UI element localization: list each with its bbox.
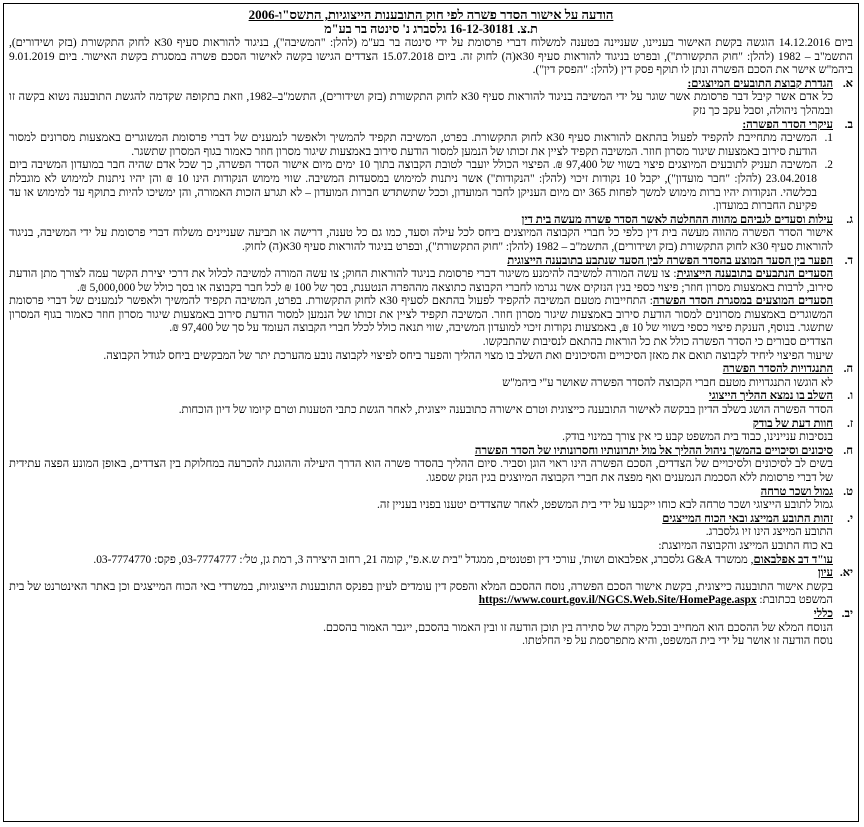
section-heading: עיון [817, 567, 833, 580]
section-h [9, 445, 853, 486]
section-heading: השלב בו נמצא ההליך הייצוגי [708, 390, 833, 403]
section-text: הסדר הפשרה הושג בשלב הדיון בבקשה לאישור התובענה כייצוגית וטרם אישורה כתובענה ייצוגית, לאחר הגשת כתבי הטענות וטרם קיומו של דיון הוכחות. [178, 404, 833, 417]
section-text [9, 581, 833, 608]
section-c [9, 214, 853, 255]
counsel-details [9, 554, 833, 568]
section-l [9, 608, 853, 649]
section-j [9, 513, 853, 567]
subheading: הסעדים הנתבעים בתובענה הייצוגית [676, 268, 833, 281]
section-e [9, 363, 853, 390]
intro-paragraph: ביום 14.12.2016 הוגשה בקשת האישור בעניינו, שעניינה בטענה למשלוח דברי פרסומת על ידי סינטה בר בע"מ (להלן: "המשיבה"), בניגוד להוראות סעיף 30א לחוק התקשורת (בזק ושידורים), התשמ"ב – 1982 (להלן: "חוק התקשורת"), ובפרט בניגוד להוראות סעיף 30א(ה) לחוק זה. ביום 15.07.2018 הצדדים הגישו בקשה לאישור הסכם פשרה במסגרת בקשת האישור. ביום 9.01.2019 ביהמ"ש אישר את הסכם הפשרה ונתן לו תוקף פסק דין (להלן: "הפסק דין"). [9, 37, 853, 77]
legal-notice [3, 3, 859, 822]
section-letter: ג. [846, 213, 853, 226]
section-text: בנסיבות עניינינו, כבוד בית המשפט קבע כי אין צורך במינוי בודק. [562, 431, 833, 444]
list-item [9, 159, 833, 213]
section-letter: ב. [844, 118, 853, 131]
section-text: אישור הסדר הפשרה מהווה מעשה בית דין כלפי כל חברי הקבוצה המיוצגים ביחס לכל עילה וסעד, כמו גם כל טענה, דרישה או תביעה שעניינים משלוח דברי פרסומת על ידי המשיבה, בניגוד להוראות סעיף 30א לחוק התקשורת (בזק ושידורים), התשמ"ב – 1982 (להלן: "חוק התקשורת"), ובפרט בניגוד להוראות סעיף 30א(ה) לחוק. [9, 227, 833, 253]
section-text: נוסח הודעה זו אושר על ידי בית המשפט, והיא מתפרסמת על פי החלטתו. [522, 635, 833, 648]
section-text: בשים לב לסיכונים ולסיכויים של הצדדים, הסכם הפשרה הינו ראוי הוגן וסביר. סיום ההליך בהסדר פשרה הוא הדרך היעילה וההוגנת להכרעה במחלוקת בין הצדדים, באופן המונע הפצה עתידית של דברי פרסומת ללא הסכמת הנמענים ואף מפצה את חברי הקבוצה המיוצגים בגין הנזק שספגו. [9, 458, 833, 484]
section-heading: הגדרת קבוצת התובעים המיוצגים: [687, 77, 833, 90]
section-letter: י. [847, 512, 853, 525]
representative-plaintiff: התובע המייצג הינו זיו גלסברג. [705, 526, 833, 539]
section-text: גמול לתובע הייצוגי ושכר טרחה לבא כוחו ייקבעו על ידי בית המשפט, לאחר שהצדדים יטענו בפניו בעניין זה. [377, 499, 833, 512]
paragraph-text: שיעור הפיצוי ליחיד לקבוצה תואם את מאזן הסיכויים והסיכונים ואת השלב בו מצוי ההליך והפער ביחס לפיצוי לקבוצה נובע מהערכת יתר של המבקשים ביחס לגודל הקבוצה. [103, 349, 833, 362]
section-b [9, 119, 853, 214]
section-letter: ז. [846, 417, 853, 430]
item-number: 1. [824, 132, 833, 145]
section-heading: חוות דעת של בודק [752, 417, 833, 430]
section-a [9, 78, 853, 119]
item-text: המשיבה מתחייבת להקפיד לפעול בהתאם להוראות סעיף 30א לחוק התקשורת. בפרט, המשיבה תקפיד להמשיך ולאפשר לנמענים של דברי פרסומת המשוגרים באמצעות מסרונים למסור הודעת סירוב באמצעות שיגור מסרון חוזר. המשיבה תקפיד לציין את זכותו של הנמען למסור הודעת סירוב באמצעות שיגור מסרון חוזר כאמור בגוף המסרון שתשגר. [9, 132, 817, 158]
section-i [9, 486, 853, 513]
case-number: ת.צ. 16-12-30181 גלסברג נ' סינטה בר בע"מ [324, 22, 538, 36]
section-letter: יא. [839, 567, 853, 580]
offered-remedies-paragraph [9, 295, 833, 336]
section-letter: ד. [844, 254, 853, 267]
section-heading: סיכונים וסיכויים בהמשך ניהול ההליך אל מול יתרונותיו וחסרונותיו של הסדר הפשרה [474, 444, 833, 457]
section-g [9, 418, 853, 445]
section-letter: ט. [843, 485, 853, 498]
section-k [9, 567, 853, 608]
section-f [9, 390, 853, 417]
paragraph-text: : התחייבות מטעם המשיבה להקפיד לפעול בהתאם לסעיף 30א לחוק התקשורת. בפרט, המשיבה תקפיד להמשיך ולאפשר לנמענים של דברי פרסומת המשוגרים באמצעות מסרונים למסור הודעת סירוב באמצעות שיגור מסרון חוזר. המשיבה תקפיד לציין את זכותו של הנמען למסור הודעת סירוב באמצעות שיגור מסרון חוזר כאמור בגוף המסרון שתשגר. בנוסף, הענקת פיצוי כספי בשווי של 10 ₪, באמצעות נקודות זיכוי למועדון המשיבה, שווי תנאה כולל לכלל חברי הקבוצה העומד על סך של 97,400 ₪. [9, 295, 833, 335]
section-letter: א. [842, 77, 853, 90]
section-text: כל אדם אשר קיבל דבר פרסומת אשר שוגר על ידי המשיבה בניגוד להוראות סעיף 30א לחוק התקשורת (בזק ושידורים), התשמ"ב–1982, וזאת בתקופה שקדמה להגשת התובענה נשוא בקשה זו ובמהלך ניהולה, וסבל עקב כך נזק [9, 91, 834, 117]
paragraph-text: : צו עשה המורה למשיבה להימנע משיגור דברי פרסומת בניגוד להוראות החוק; צו עשה המורה למשיבה לכלול את דרכי יצירת הקשר עמה לצורך מתן הודעת סירוב, לרבות באמצעות מסרון חוזר; פיצוי כספי בגין הנזקים אשר נגרמו לחברי הקבוצה כתוצאה מההפרה הנטענת, בסך של 100 ₪ לכל חבר בקבוצה או בסך כולל של 5,000,000 ₪. [9, 268, 833, 294]
section-text: הנוסח המלא של ההסכם הוא המחייב ובכל מקרה של סתירה בין תוכן הודעה זו ובין האמור בהסכם, ייגבר האמור בהסכם. [323, 621, 833, 634]
section-heading: זהות התובע המייצג ובאי הכוח המייצגים [662, 512, 833, 525]
section-letter: ו. [847, 390, 853, 403]
counsel-label: בא כוח התובע המייצג והקבוצה המיוצגת: [658, 539, 833, 552]
notice-title: הודעה על אישור הסדר פשרה לפי חוק התובענות הייצוגיות, התשס"ו-2006 [248, 7, 614, 22]
section-heading: עילות וסעדים לגביהם מהווה ההחלטה לאשר הסדר פשרה מעשה בית דין [521, 213, 833, 226]
section-heading: הפער בין הסעד המוצע בהסדר הפשרה לבין הסעד שנתבע בתובענה הייצוגית [507, 254, 833, 267]
list-item [9, 132, 833, 159]
paragraph-text: הצדדים סבורים כי הסדר הפשרה כולל את כל הוראות בהתאם לנסיבות שהתבקשו. [482, 336, 833, 349]
section-heading: כללי [813, 607, 833, 620]
section-d [9, 255, 853, 364]
court-website-link[interactable]: https://www.court.gov.il/NGCS.Web.Site/HomePage.aspx [478, 594, 757, 607]
subheading: הסעדים המוצעים במסגרת הסדר הפשרה [652, 295, 833, 308]
paragraph-text: בקשת אישור התובענה כייצוגית, בקשת אישור הסכם הפשרה, נוסח ההסכם המלא והפסק דין עומדים לעיון בפנקס התובענות הייצוגיות, במשרדי באי הכוח המייצגים וכן באתר האינטרנט של בית המשפט בכתובת: [9, 580, 833, 607]
section-letter: ח. [843, 444, 853, 457]
counsel-contact: , ממשרד G&A גלסברג, אפלבאום ושות', עורכי דין ופטנטים, ממגדל "בית ש.א.פ", קומה 21, רחוב היצירה 3, רמת גן, טל׳: 03-7774777, פקס: 03-7774770. [93, 553, 754, 566]
section-text: לא הוגשו התנגדויות מטעם חברי הקבוצה להסדר הפשרה שאושר ע"י ביהמ"ש [502, 376, 833, 389]
section-letter: ה. [843, 363, 853, 376]
item-number: 2. [824, 159, 833, 172]
claimed-remedies-paragraph [9, 268, 833, 295]
section-heading: התנגדויות להסדר הפשרה [722, 363, 833, 376]
counsel-name: עו"ד דב אפלבאום [753, 553, 833, 566]
section-heading: עיקרי הסדר הפשרה: [742, 118, 833, 131]
item-text: המשיבה תעניק לתובעים המיוצגים פיצוי בשווי של 97,400 ₪. הפיצוי הכולל יועבר לטובת הקבוצה בתוך 10 ימים מיום אישור הסדר הפשרה, כך שכל אדם שהיה חבר במועדון המשיבה ביום 23.04.2018 (להלן: "חבר מועדון"), יקבל 10 נקודות זיכוי (להלן: "הנקודות") אשר ניתנות למימוש במסעדות המשיבה. שווי מימוש הנקודות הינו 10 ₪ והן יהיו ניתנות למימוש לא מוגבלת בכלשהי. הנקודות יהיו ברות מימוש למשך לפחות 365 יום מיום העניקן לחבר המועדון, וככל שתשתדש חברות המועדון – לא תגרע הזכות האמורה, והן ימשיכו להיות בתוקף עד למימוש או עד פקיעת החברות במועדון. [9, 159, 817, 213]
section-heading: גמול ושכר טרחה [760, 485, 833, 498]
section-letter: יב. [841, 607, 853, 620]
